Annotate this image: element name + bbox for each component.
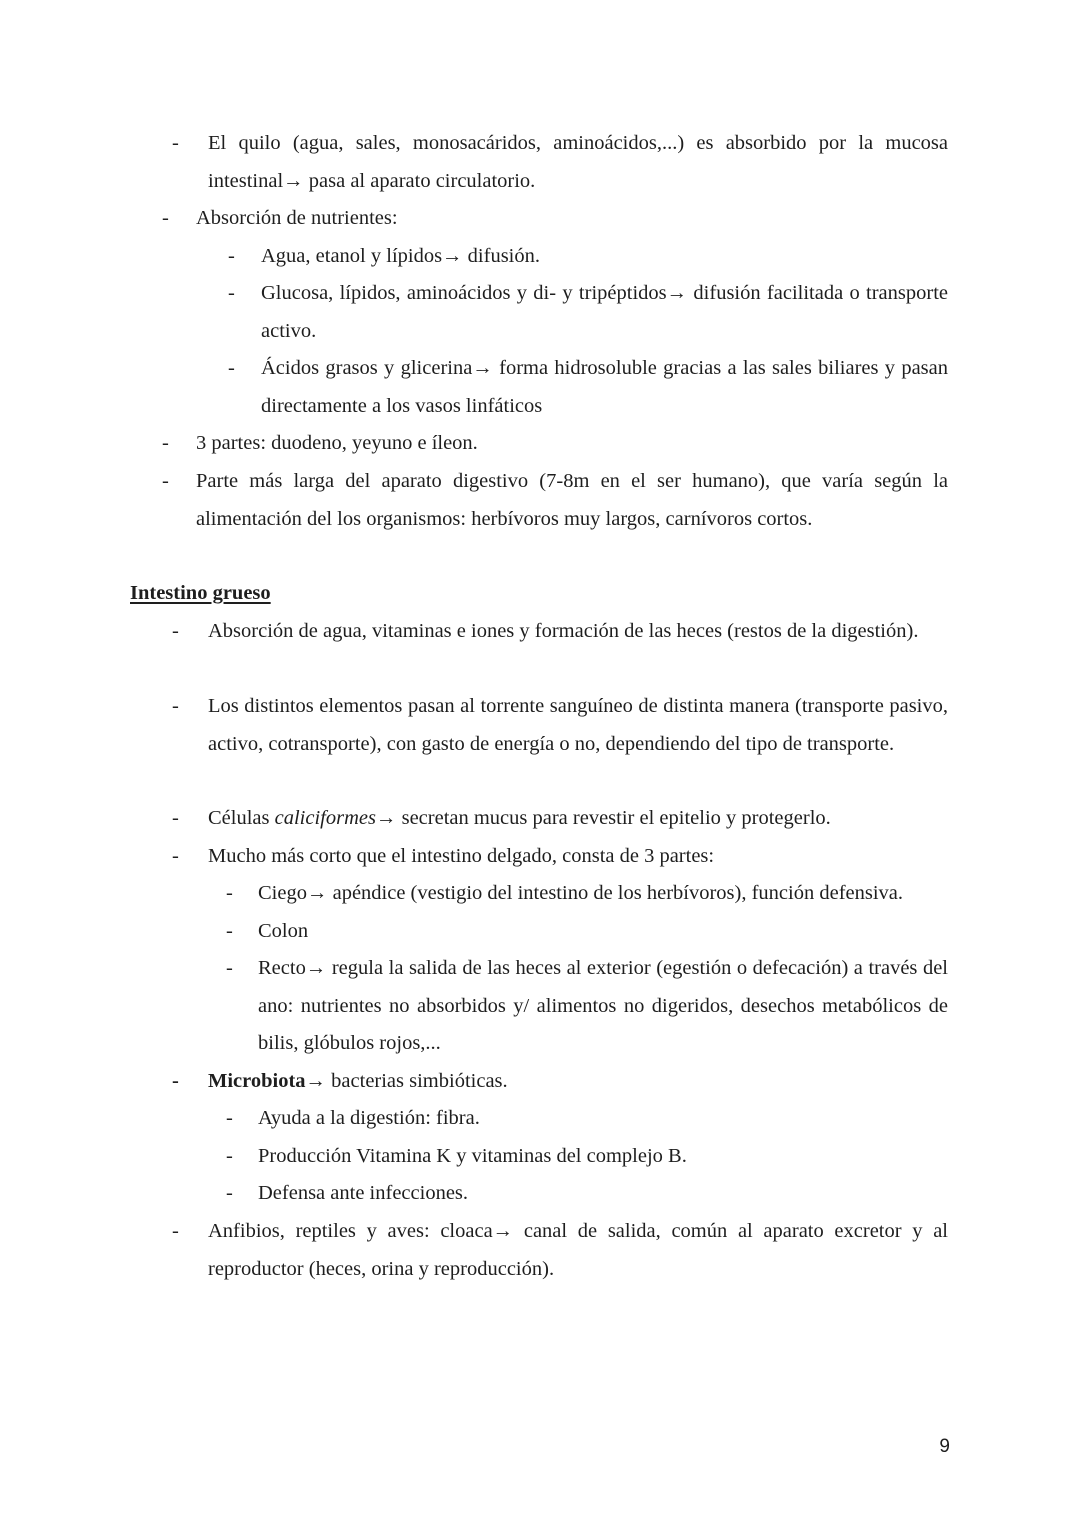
absorcion-title: Absorción de nutrientes: [196,207,398,229]
microbiota-term: Microbiota [208,1070,306,1092]
microbiota-sub-item: Ayuda a la digestión: fibra. [258,1107,480,1129]
grueso-parte-recto: Recto→ regula la salida de las heces al exterior (egestión o defecación) a través del ano: nutrientes no absorbidos y/ alimentos no digeridos, desechos metabólicos de bilis, glóbulos rojos,... [258,957,948,1054]
bullet-dash: - [172,695,179,717]
absorcion-item-glucosa: Glucosa, lípidos, aminoácidos y di- y tripéptidos→ difusión facilitada o transporte activo. [261,282,948,342]
grueso-partes-title: Mucho más corto que el intestino delgado, consta de 3 partes: [208,845,715,867]
bullet-dash: - [226,1107,233,1129]
microbiota-sub-item: Defensa ante infecciones. [258,1182,469,1204]
partes-item: 3 partes: duodeno, yeyuno e íleon. [196,432,478,454]
grueso-absorcion-item: Absorción de agua, vitaminas e iones y formación de las heces (restos de la digestión). [208,620,919,642]
section-heading-intestino-grueso: Intestino grueso [130,582,271,604]
longitud-item: Parte más larga del aparato digestivo (7-8m en el ser humano), que varía según la alimentación del los organismos: herbívoros muy largos, carnívoros cortos. [196,470,948,530]
grueso-parte-colon: Colon [258,920,309,942]
microbiota-sub-item: Producción Vitamina K y vitaminas del complejo B. [258,1145,687,1167]
bullet-dash: - [172,620,179,642]
bullet-dash: - [172,1220,179,1242]
absorcion-item-agua: Agua, etanol y lípidos→ difusión. [261,245,541,267]
bullet-dash: - [172,1070,179,1092]
bullet-dash: - [172,845,179,867]
bullet-dash: - [162,470,169,492]
grueso-parte-ciego: Ciego→ apéndice (vestigio del intestino de los herbívoros), función defensiva. [258,882,904,904]
grueso-elementos-item: Los distintos elementos pasan al torrente sanguíneo de distinta manera (transporte pasivo, activo, cotransporte), con gasto de energía o no, dependiendo del tipo de transporte. [208,695,948,755]
absorcion-item-acidos: Ácidos grasos y glicerina→ forma hidrosoluble gracias a las sales biliares y pasan directamente a los vasos linfáticos [261,357,948,417]
bullet-dash: - [162,432,169,454]
bullet-dash: - [228,282,235,304]
quilo-item: El quilo (agua, sales, monosacáridos, aminoácidos,...) es absorbido por la mucosa intestinal→ pasa al aparato circulatorio. [208,132,948,192]
bullet-dash: - [162,207,169,229]
caliciformes-suffix: → secretan mucus para revestir el epitelio y protegerlo. [375,807,831,829]
microbiota-text: → bacterias simbióticas. [305,1070,508,1092]
bullet-dash: - [228,245,235,267]
bullet-dash: - [172,132,179,154]
caliciformes-item [208,800,948,838]
cloaca-item: Anfibios, reptiles y aves: cloaca→ canal de salida, común al aparato excretor y al reproductor (heces, orina y reproducción). [208,1220,948,1280]
bullet-dash: - [226,1145,233,1167]
bullet-dash: - [226,882,233,904]
bullet-dash: - [226,920,233,942]
microbiota-item [208,1063,948,1101]
bullet-dash: - [172,807,179,829]
bullet-dash: - [228,357,235,379]
caliciformes-term: caliciformes [274,807,376,829]
bullet-dash: - [226,957,233,979]
caliciformes-prefix: Células [208,807,275,829]
bullet-dash: - [226,1182,233,1204]
page-number: 9 [939,1436,950,1457]
